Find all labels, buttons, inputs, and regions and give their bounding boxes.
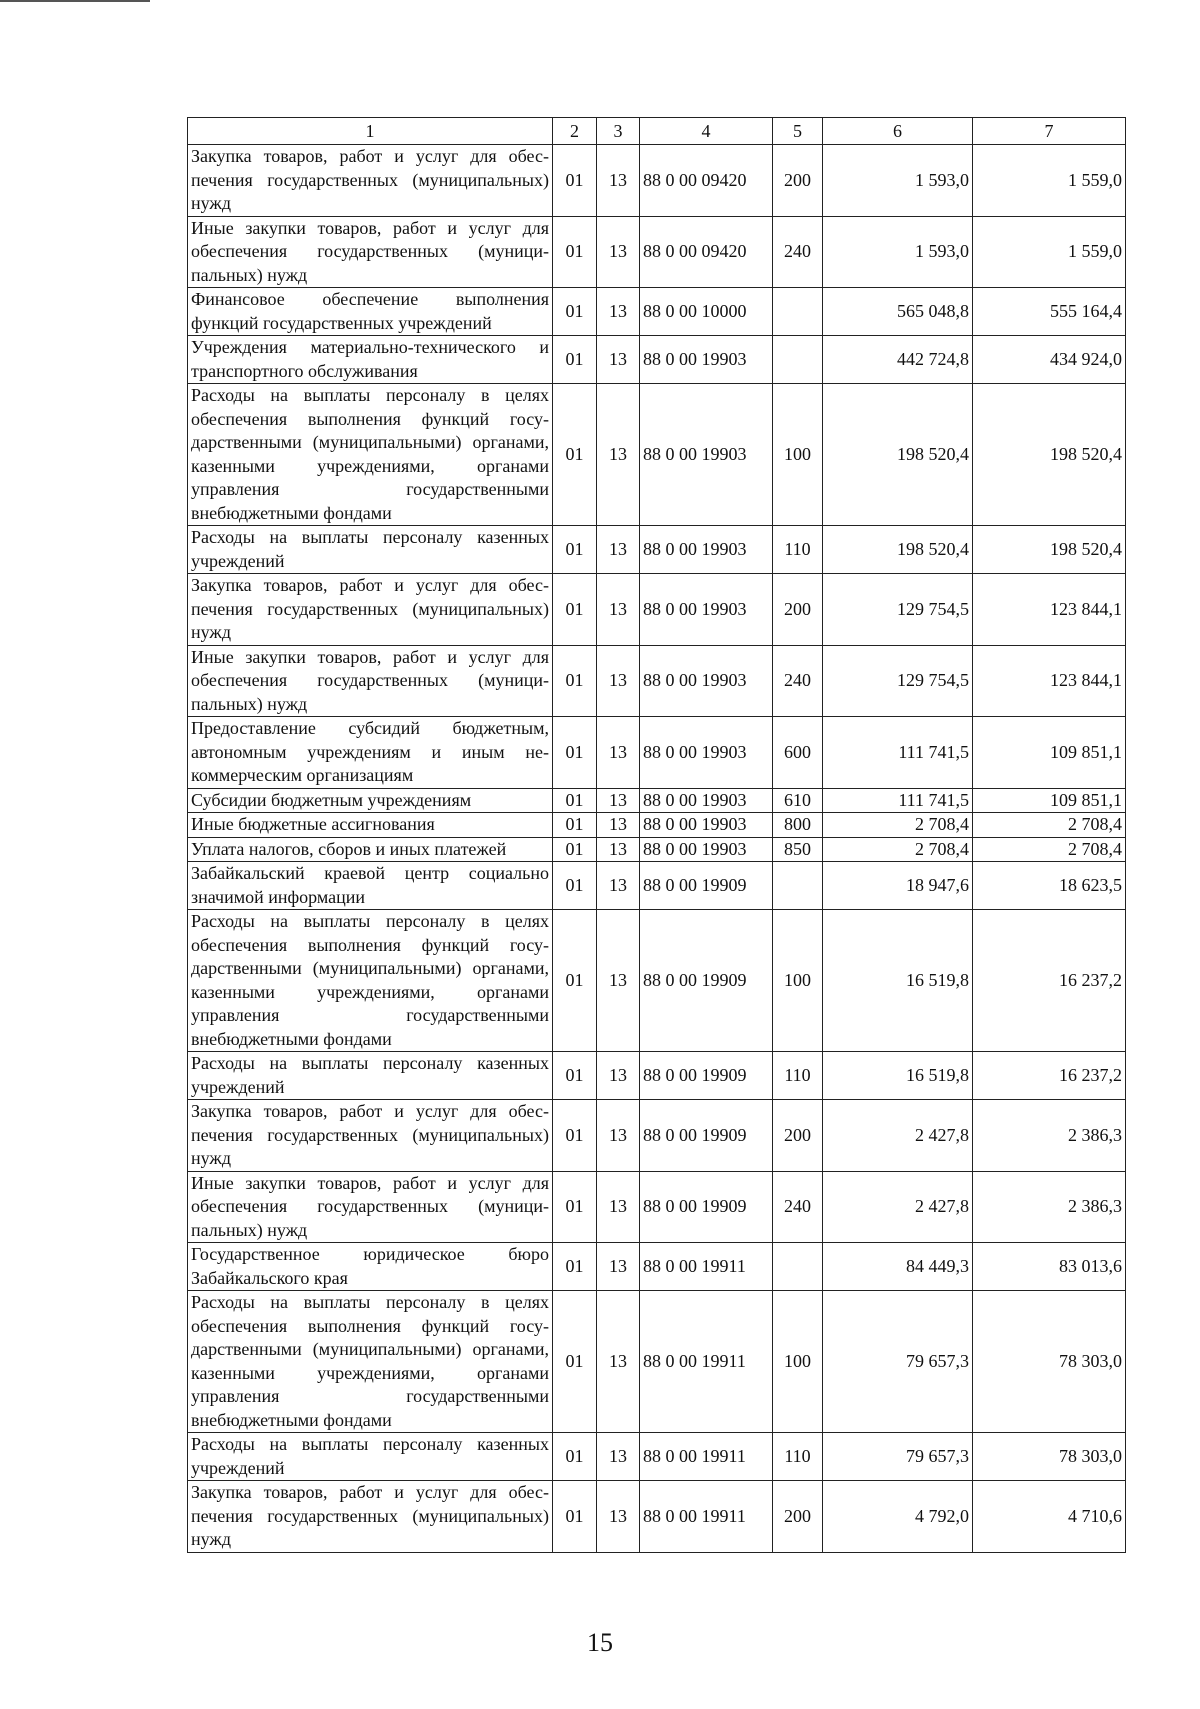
row-amount-2-cell: 109 851,1 — [973, 717, 1126, 789]
table-row — [188, 862, 1126, 910]
table-row — [188, 1433, 1126, 1481]
header-col-5: 5 — [773, 118, 823, 145]
row-amount-1-cell: 442 724,8 — [823, 336, 973, 384]
table-row — [188, 910, 1126, 1052]
row-name-cell: Субсидии бюджетным учреждениям — [188, 788, 553, 813]
row-subsection-cell: 13 — [597, 1171, 640, 1243]
row-target-article-cell: 88 0 00 19911 — [640, 1481, 773, 1553]
row-section-cell: 01 — [553, 145, 597, 217]
row-amount-1-cell: 129 754,5 — [823, 645, 973, 717]
row-subsection-cell: 13 — [597, 1052, 640, 1100]
row-name-cell: Иные закупки товаров, работ и услуг для обеспечения государственных (муниципальных) нужд — [188, 216, 553, 288]
row-target-article-cell: 88 0 00 19909 — [640, 910, 773, 1052]
row-name-cell: Финансовое обеспечение выполнения функций государственных учреждений — [188, 288, 553, 336]
header-col-3: 3 — [597, 118, 640, 145]
row-name-cell: Предоставление субсидий бюджетным, автономным учреждениям и иным некоммерческим организациям — [188, 717, 553, 789]
row-section-cell: 01 — [553, 216, 597, 288]
row-section-cell: 01 — [553, 910, 597, 1052]
row-amount-2-cell: 1 559,0 — [973, 145, 1126, 217]
table-row — [188, 216, 1126, 288]
row-target-article-cell: 88 0 00 19903 — [640, 717, 773, 789]
row-expense-type-cell: 600 — [773, 717, 823, 789]
table-row — [188, 1243, 1126, 1291]
row-name-cell: Государственное юридическое бюро Забайкальского края — [188, 1243, 553, 1291]
scan-top-rule — [0, 0, 150, 2]
row-expense-type-cell: 240 — [773, 216, 823, 288]
row-section-cell: 01 — [553, 1291, 597, 1433]
row-target-article-cell: 88 0 00 19903 — [640, 574, 773, 646]
row-expense-type-cell: 110 — [773, 1433, 823, 1481]
row-amount-2-cell: 18 623,5 — [973, 862, 1126, 910]
row-section-cell: 01 — [553, 526, 597, 574]
table-row — [188, 717, 1126, 789]
row-name-cell: Иные бюджетные ассигнования — [188, 813, 553, 838]
row-amount-2-cell: 2 386,3 — [973, 1100, 1126, 1172]
row-amount-1-cell: 198 520,4 — [823, 526, 973, 574]
row-subsection-cell: 13 — [597, 145, 640, 217]
row-amount-1-cell: 2 708,4 — [823, 837, 973, 862]
row-subsection-cell: 13 — [597, 384, 640, 526]
row-amount-2-cell: 83 013,6 — [973, 1243, 1126, 1291]
table-row — [188, 1481, 1126, 1553]
row-target-article-cell: 88 0 00 10000 — [640, 288, 773, 336]
row-amount-1-cell: 4 792,0 — [823, 1481, 973, 1553]
row-section-cell: 01 — [553, 336, 597, 384]
row-name-cell: Закупка товаров, работ и услуг для обеспечения государственных (муниципальных) нужд — [188, 1481, 553, 1553]
row-amount-2-cell: 2 386,3 — [973, 1171, 1126, 1243]
row-amount-2-cell: 123 844,1 — [973, 574, 1126, 646]
row-expense-type-cell: 200 — [773, 145, 823, 217]
row-target-article-cell: 88 0 00 19903 — [640, 384, 773, 526]
table-row — [188, 837, 1126, 862]
row-target-article-cell: 88 0 00 19903 — [640, 336, 773, 384]
row-expense-type-cell: 110 — [773, 526, 823, 574]
table-row — [188, 384, 1126, 526]
row-subsection-cell: 13 — [597, 526, 640, 574]
table-row — [188, 336, 1126, 384]
row-amount-1-cell: 2 708,4 — [823, 813, 973, 838]
header-col-4: 4 — [640, 118, 773, 145]
row-section-cell: 01 — [553, 1052, 597, 1100]
row-target-article-cell: 88 0 00 19903 — [640, 788, 773, 813]
row-expense-type-cell — [773, 862, 823, 910]
row-amount-2-cell: 1 559,0 — [973, 216, 1126, 288]
row-name-cell: Расходы на выплаты персоналу в целях обеспечения выполнения функций государственными (муниципальными) органами, казенными учреждениями, органами управления государственными внебюджетными фондами — [188, 384, 553, 526]
table-row — [188, 1052, 1126, 1100]
row-amount-2-cell: 198 520,4 — [973, 526, 1126, 574]
row-section-cell: 01 — [553, 645, 597, 717]
row-subsection-cell: 13 — [597, 216, 640, 288]
row-target-article-cell: 88 0 00 09420 — [640, 216, 773, 288]
row-target-article-cell: 88 0 00 19909 — [640, 862, 773, 910]
row-amount-2-cell: 4 710,6 — [973, 1481, 1126, 1553]
row-name-cell: Закупка товаров, работ и услуг для обеспечения государственных (муниципальных) нужд — [188, 574, 553, 646]
row-name-cell: Учреждения материально-технического и транспортного обслуживания — [188, 336, 553, 384]
row-section-cell: 01 — [553, 574, 597, 646]
row-name-cell: Расходы на выплаты персоналу казенных учреждений — [188, 526, 553, 574]
row-amount-2-cell: 2 708,4 — [973, 813, 1126, 838]
row-section-cell: 01 — [553, 837, 597, 862]
header-col-1: 1 — [188, 118, 553, 145]
table-body — [188, 145, 1126, 1553]
row-amount-2-cell: 16 237,2 — [973, 1052, 1126, 1100]
row-name-cell: Расходы на выплаты персоналу в целях обеспечения выполнения функций государственными (муниципальными) органами, казенными учреждениями, органами управления государственными внебюджетными фондами — [188, 910, 553, 1052]
row-section-cell: 01 — [553, 1100, 597, 1172]
row-target-article-cell: 88 0 00 09420 — [640, 145, 773, 217]
row-expense-type-cell — [773, 288, 823, 336]
row-amount-1-cell: 565 048,8 — [823, 288, 973, 336]
row-subsection-cell: 13 — [597, 788, 640, 813]
row-target-article-cell: 88 0 00 19909 — [640, 1052, 773, 1100]
row-target-article-cell: 88 0 00 19903 — [640, 645, 773, 717]
row-target-article-cell: 88 0 00 19903 — [640, 526, 773, 574]
row-amount-1-cell: 2 427,8 — [823, 1100, 973, 1172]
table-row — [188, 145, 1126, 217]
row-subsection-cell: 13 — [597, 813, 640, 838]
row-amount-2-cell: 2 708,4 — [973, 837, 1126, 862]
row-expense-type-cell: 240 — [773, 645, 823, 717]
row-section-cell: 01 — [553, 288, 597, 336]
row-subsection-cell: 13 — [597, 862, 640, 910]
row-amount-2-cell: 78 303,0 — [973, 1291, 1126, 1433]
row-section-cell: 01 — [553, 717, 597, 789]
row-amount-1-cell: 1 593,0 — [823, 145, 973, 217]
row-expense-type-cell: 100 — [773, 384, 823, 526]
row-section-cell: 01 — [553, 788, 597, 813]
row-target-article-cell: 88 0 00 19909 — [640, 1171, 773, 1243]
row-name-cell: Расходы на выплаты персоналу казенных учреждений — [188, 1433, 553, 1481]
row-expense-type-cell: 800 — [773, 813, 823, 838]
row-name-cell: Закупка товаров, работ и услуг для обеспечения государственных (муниципальных) нужд — [188, 1100, 553, 1172]
row-section-cell: 01 — [553, 1243, 597, 1291]
row-target-article-cell: 88 0 00 19903 — [640, 813, 773, 838]
row-subsection-cell: 13 — [597, 336, 640, 384]
table-row — [188, 526, 1126, 574]
row-name-cell: Уплата налогов, сборов и иных платежей — [188, 837, 553, 862]
row-subsection-cell: 13 — [597, 574, 640, 646]
table-row — [188, 1100, 1126, 1172]
row-target-article-cell: 88 0 00 19909 — [640, 1100, 773, 1172]
row-expense-type-cell: 200 — [773, 574, 823, 646]
row-amount-1-cell: 2 427,8 — [823, 1171, 973, 1243]
table-row — [188, 1171, 1126, 1243]
row-subsection-cell: 13 — [597, 1100, 640, 1172]
row-amount-1-cell: 16 519,8 — [823, 910, 973, 1052]
row-amount-2-cell: 16 237,2 — [973, 910, 1126, 1052]
row-expense-type-cell: 200 — [773, 1481, 823, 1553]
row-amount-2-cell: 198 520,4 — [973, 384, 1126, 526]
row-subsection-cell: 13 — [597, 717, 640, 789]
row-target-article-cell: 88 0 00 19911 — [640, 1433, 773, 1481]
row-expense-type-cell: 200 — [773, 1100, 823, 1172]
row-subsection-cell: 13 — [597, 288, 640, 336]
row-expense-type-cell: 100 — [773, 1291, 823, 1433]
row-section-cell: 01 — [553, 862, 597, 910]
row-target-article-cell: 88 0 00 19903 — [640, 837, 773, 862]
row-subsection-cell: 13 — [597, 1243, 640, 1291]
row-name-cell: Расходы на выплаты персоналу в целях обеспечения выполнения функций государственными (муниципальными) органами, казенными учреждениями, органами управления государственными внебюджетными фондами — [188, 1291, 553, 1433]
header-col-2: 2 — [553, 118, 597, 145]
row-amount-2-cell: 434 924,0 — [973, 336, 1126, 384]
row-amount-1-cell: 84 449,3 — [823, 1243, 973, 1291]
row-expense-type-cell: 110 — [773, 1052, 823, 1100]
table-row — [188, 645, 1126, 717]
header-col-7: 7 — [973, 118, 1126, 145]
row-name-cell: Иные закупки товаров, работ и услуг для обеспечения государственных (муниципальных) нужд — [188, 645, 553, 717]
row-expense-type-cell: 610 — [773, 788, 823, 813]
row-subsection-cell: 13 — [597, 645, 640, 717]
header-col-6: 6 — [823, 118, 973, 145]
table-row — [188, 288, 1126, 336]
row-section-cell: 01 — [553, 813, 597, 838]
row-amount-1-cell: 198 520,4 — [823, 384, 973, 526]
row-amount-2-cell: 78 303,0 — [973, 1433, 1126, 1481]
row-amount-1-cell: 16 519,8 — [823, 1052, 973, 1100]
table-row — [188, 813, 1126, 838]
row-subsection-cell: 13 — [597, 837, 640, 862]
row-section-cell: 01 — [553, 384, 597, 526]
row-section-cell: 01 — [553, 1171, 597, 1243]
row-subsection-cell: 13 — [597, 1291, 640, 1433]
page-number: 15 — [587, 1628, 613, 1657]
row-expense-type-cell — [773, 336, 823, 384]
row-amount-1-cell: 1 593,0 — [823, 216, 973, 288]
row-amount-2-cell: 109 851,1 — [973, 788, 1126, 813]
row-target-article-cell: 88 0 00 19911 — [640, 1243, 773, 1291]
row-amount-1-cell: 111 741,5 — [823, 717, 973, 789]
row-amount-1-cell: 18 947,6 — [823, 862, 973, 910]
row-name-cell: Иные закупки товаров, работ и услуг для обеспечения государственных (муниципальных) нужд — [188, 1171, 553, 1243]
row-amount-1-cell: 129 754,5 — [823, 574, 973, 646]
row-amount-1-cell: 79 657,3 — [823, 1291, 973, 1433]
table-row — [188, 788, 1126, 813]
row-target-article-cell: 88 0 00 19911 — [640, 1291, 773, 1433]
row-amount-1-cell: 79 657,3 — [823, 1433, 973, 1481]
row-expense-type-cell — [773, 1243, 823, 1291]
row-amount-2-cell: 555 164,4 — [973, 288, 1126, 336]
row-name-cell: Закупка товаров, работ и услуг для обеспечения государственных (муниципальных) нужд — [188, 145, 553, 217]
row-amount-1-cell: 111 741,5 — [823, 788, 973, 813]
row-name-cell: Забайкальский краевой центр социально значимой информации — [188, 862, 553, 910]
row-amount-2-cell: 123 844,1 — [973, 645, 1126, 717]
row-expense-type-cell: 240 — [773, 1171, 823, 1243]
table-header — [188, 118, 1126, 145]
row-expense-type-cell: 100 — [773, 910, 823, 1052]
row-expense-type-cell: 850 — [773, 837, 823, 862]
table-row — [188, 574, 1126, 646]
row-subsection-cell: 13 — [597, 1481, 640, 1553]
table-row — [188, 1291, 1126, 1433]
row-name-cell: Расходы на выплаты персоналу казенных учреждений — [188, 1052, 553, 1100]
row-section-cell: 01 — [553, 1433, 597, 1481]
header-row — [188, 118, 1126, 145]
row-subsection-cell: 13 — [597, 910, 640, 1052]
row-section-cell: 01 — [553, 1481, 597, 1553]
budget-table — [187, 117, 1126, 1553]
row-subsection-cell: 13 — [597, 1433, 640, 1481]
